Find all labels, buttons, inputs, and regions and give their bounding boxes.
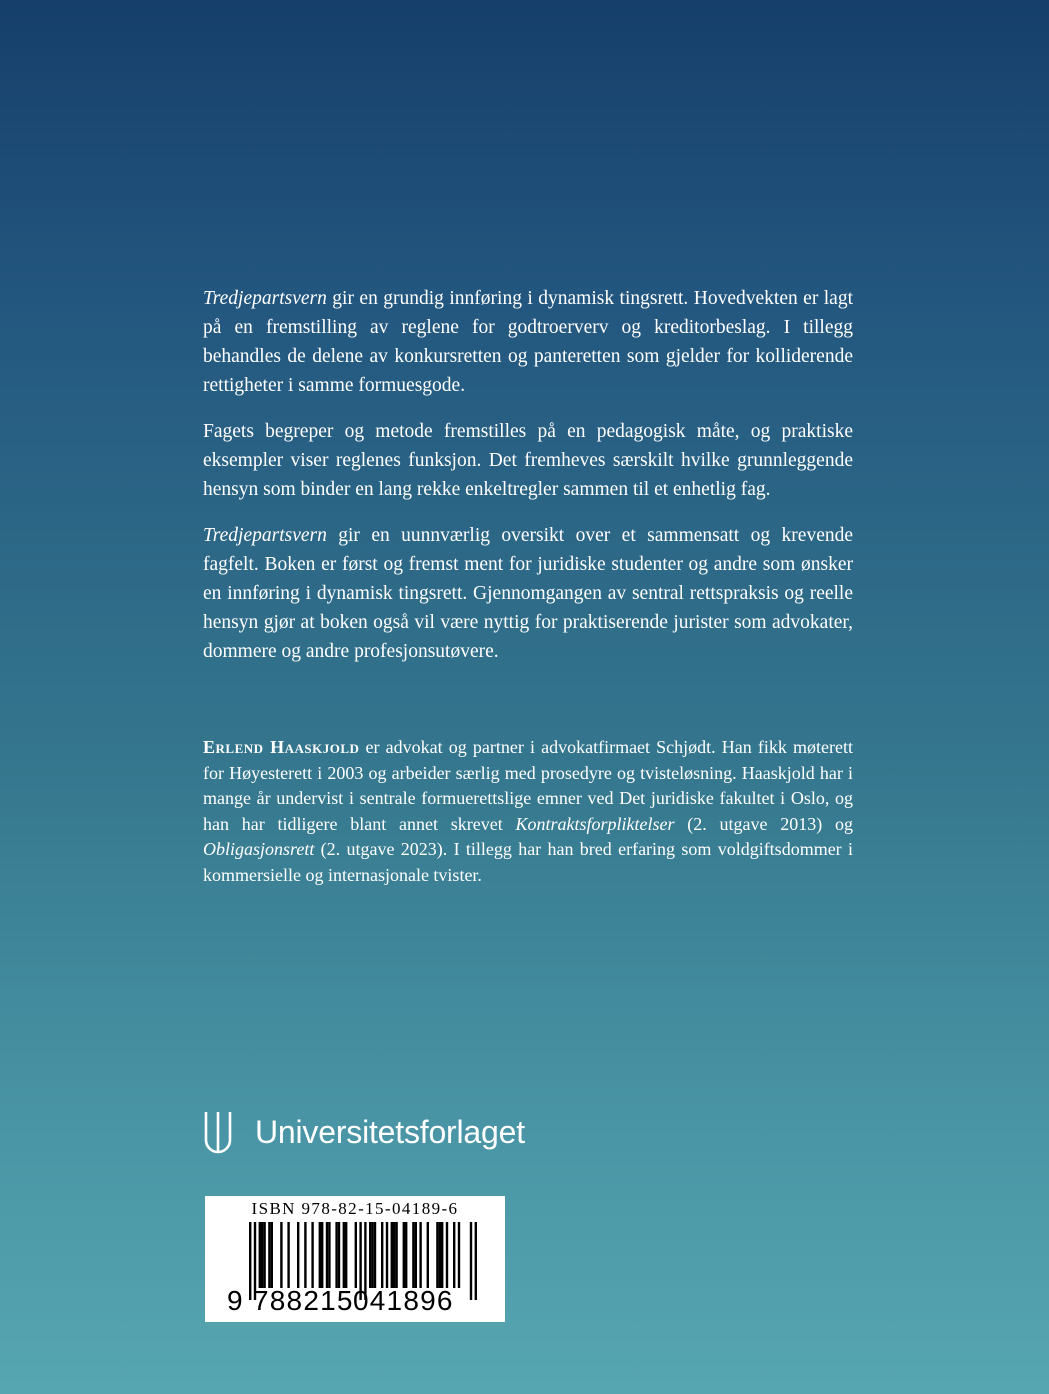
barcode-bar [263, 1222, 265, 1288]
barcode-bar [335, 1222, 337, 1288]
barcode-bar [419, 1222, 421, 1288]
barcode-bar [412, 1222, 414, 1288]
barcode-bar [343, 1222, 345, 1288]
description-text: gir en grundig innføring i dynamisk tingsrett. Hovedvekten er lagt på en fremstilling av reglene for godtroerverv og kreditorbeslag. I tillegg behandles de delene av konkursretten og panteretten som gjelder for kolliderende rettigheter i samme formuesgode. [203, 288, 853, 396]
barcode-bar [446, 1222, 448, 1288]
barcode-digit-first: 9 [227, 1285, 243, 1316]
barcode-bar [268, 1222, 270, 1288]
barcode-bar [371, 1222, 373, 1288]
book-title-italic: Kontraktsforpliktelser [515, 813, 675, 834]
isbn-barcode [205, 1196, 505, 1322]
barcode-guard-bar [249, 1222, 251, 1300]
barcode-bar [427, 1222, 429, 1288]
book-title-italic: Tredjepartsvern [203, 288, 327, 309]
author-bio [203, 735, 853, 888]
barcode-bar [297, 1222, 299, 1288]
barcode-bar [436, 1222, 438, 1288]
barcode-bar [355, 1222, 357, 1288]
book-description [203, 284, 853, 683]
book-title-italic: Tredjepartsvern [203, 525, 327, 546]
barcode-bar [453, 1222, 455, 1288]
barcode-bar [321, 1222, 323, 1288]
barcode-bar [326, 1222, 328, 1288]
publisher-logo-icon [203, 1110, 233, 1154]
barcode-bar [405, 1222, 407, 1288]
barcode-guard-bar [470, 1222, 472, 1300]
description-paragraph-3 [203, 521, 853, 666]
barcode-guard-bar [475, 1222, 477, 1300]
barcode-bar [441, 1222, 443, 1288]
barcode-bar [374, 1222, 376, 1288]
barcode-bar [403, 1222, 405, 1288]
barcode-digits-left: 788215 [253, 1285, 354, 1316]
barcode-bar [381, 1222, 383, 1288]
bio-text: (2. utgave 2013) og [674, 813, 854, 834]
barcode-bar [271, 1222, 273, 1288]
barcode-bar [311, 1222, 313, 1288]
isbn-label: ISBN 978-82-15-04189-6 [251, 1199, 459, 1218]
description-text: gir en uunnværlig oversikt over et sammensatt og krevende fagfelt. Boken er først og fremst ment for juridiske studenter og andre som ønsker en innføring i dynamisk tingsrett. Gjennomgangen av sentral rettspraksis og reelle hensyn gjør at boken også vil være nyttig for praktiserende jurister som advokater, dommere og andre profesjonsutøvere. [203, 525, 853, 662]
barcode-bar [415, 1222, 417, 1288]
description-paragraph-1 [203, 284, 853, 400]
description-paragraph-2 [203, 417, 853, 504]
barcode-bar [391, 1222, 393, 1288]
book-title-italic: Obligasjonsrett [203, 839, 315, 859]
barcode-bar [319, 1222, 321, 1288]
barcode-bar [259, 1222, 261, 1288]
publisher-logo [203, 1108, 525, 1156]
barcode-bar [328, 1222, 330, 1288]
barcode-bar [393, 1222, 395, 1288]
barcode-bar [304, 1222, 306, 1288]
bio-text: (2. utgave 2023). I tillegg har han bred erfaring som voldgiftsdommer i kommersielle og internasjonale tvister. [203, 839, 853, 885]
barcode-bar [395, 1222, 397, 1288]
barcode-bar [369, 1222, 371, 1288]
barcode-bar [280, 1222, 282, 1288]
publisher-name: Universitetsforlaget [255, 1113, 525, 1150]
bio-text: er advokat og partner i advokatfirmaet Schjødt. Han fikk møterett for Høyesterett i 2003 og arbeider særlig med prosedyre og tvisteløsning. Haaskjold har i mange år undervist i sentrale formuerettslige emner ved Det juridiske fakultet i Oslo, og han har tidligere blant annet skrevet [203, 737, 854, 834]
description-text: Fagets begreper og metode fremstilles på en pedagogisk måte, og praktiske eksempler viser reglenes funksjon. Det fremheves særskilt hvilke grunnleggende hensyn som binder en lang rekke enkeltregler sammen til et enhetlig fag. [203, 421, 853, 500]
barcode-bar [458, 1222, 460, 1288]
barcode-bar [287, 1222, 289, 1288]
barcode-bar [439, 1222, 441, 1288]
barcode-digits-right: 041896 [353, 1285, 454, 1316]
barcode-bar [386, 1222, 388, 1288]
author-name: Erlend Haaskjold [203, 737, 360, 757]
barcode-bar [345, 1222, 347, 1288]
barcode-bar [261, 1222, 263, 1288]
barcode-bar [338, 1222, 340, 1288]
